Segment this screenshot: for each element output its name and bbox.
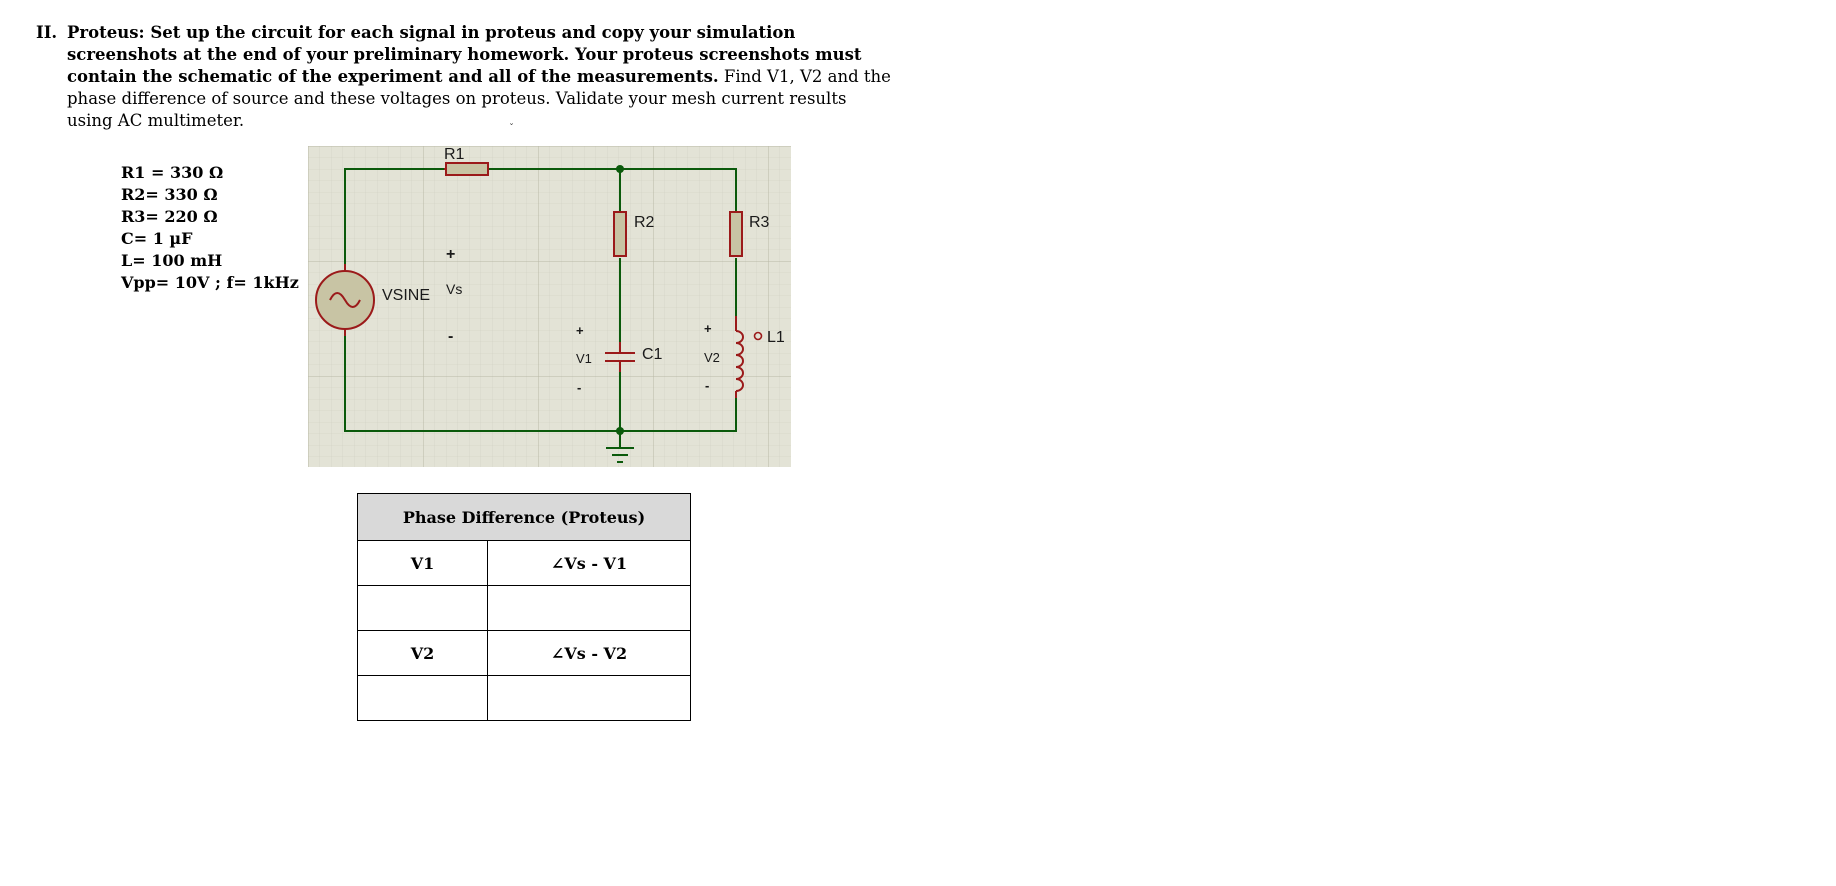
table-header: Phase Difference (Proteus) [358,494,691,541]
phase-difference-table [357,493,691,721]
label-v1: V1 [576,351,592,366]
label-v2-minus: - [705,378,710,393]
row-v1-label: V1 [358,541,488,586]
row-v1-angle-blank [488,586,691,631]
param-r1: R1 = 330 Ω [121,163,224,182]
junction-top [616,165,624,173]
tick-mark: ˇ [509,123,514,134]
label-c1: C1 [642,346,663,363]
label-vs: Vs [446,281,463,297]
label-v2: V2 [704,350,720,365]
label-r2: R2 [634,214,655,231]
section-bold-instructions: Proteus: Set up the circuit for each signal in proteus and copy your simulation screenshots at the end of your preliminary homework. Your proteus screenshots must contain the schematic of the experiment and all of the measurements. [67,23,862,86]
label-vsine: VSINE [382,287,431,304]
resistor-r1 [444,163,489,175]
junction-bottom [616,427,624,435]
label-v1-plus: + [576,323,584,338]
param-r2: R2= 330 Ω [121,185,218,204]
label-v2-plus: + [704,321,712,336]
section-number: II. [36,23,58,42]
label-r1: R1 [444,146,465,163]
row-v2-angle-blank [488,676,691,721]
resistor-r2 [614,212,626,256]
row-v2-label: V2 [358,631,488,676]
row-v1-value-blank [358,586,488,631]
section-instructions: Find V1, V2 and the phase difference of source and these voltages on proteus. Validate your mesh current results using AC multimeter. [67,67,891,130]
label-l1: L1 [767,329,785,346]
component-values [121,162,299,294]
section-text [67,22,897,132]
table-row [358,631,691,676]
label-v1-minus: - [577,380,582,395]
table-row [358,586,691,631]
param-r3: R3= 220 Ω [121,207,218,226]
label-r3: R3 [749,214,770,231]
table-row [358,541,691,586]
row-v2-value-blank [358,676,488,721]
label-vs-minus: - [448,328,454,345]
param-source: Vpp= 10V ; f= 1kHz [121,273,299,292]
circuit-schematic [308,146,791,467]
row-v2-angle: ∠Vs - V2 [488,631,691,676]
label-vs-plus: + [446,246,456,263]
row-v1-angle: ∠Vs - V1 [488,541,691,586]
grid-lines [308,146,791,467]
resistor-r3 [730,212,742,256]
param-c: C= 1 µF [121,229,193,248]
table-row [358,676,691,721]
param-l: L= 100 mH [121,251,223,270]
